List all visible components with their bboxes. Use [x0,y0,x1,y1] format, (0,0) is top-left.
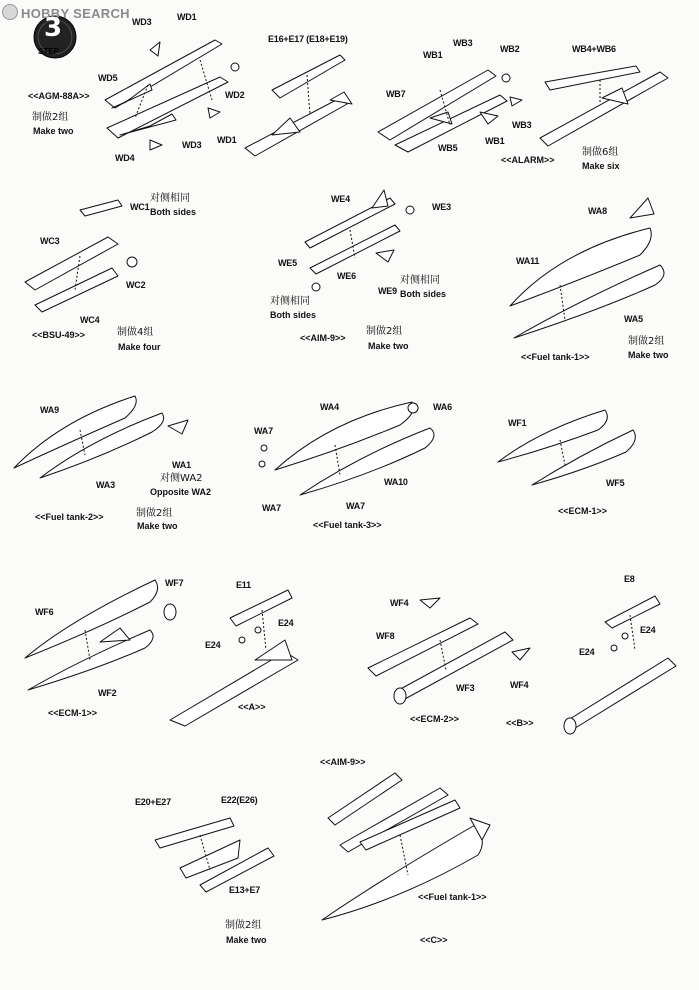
aim9-both-en: Both sides [400,289,447,299]
ecm2-drawing [368,598,530,704]
alarm-drawing [378,66,668,152]
aim9-mid-drawing [305,190,414,291]
c-caption: <<C>> [420,935,448,945]
part-label: WA3 [96,480,115,490]
part-label: WF5 [606,478,625,488]
alarm-caption: <<ALARM>> [501,155,555,165]
agm88-drawing [105,40,239,150]
part-label: WE9 [378,286,397,296]
part-label: WC3 [40,236,60,246]
a-caption: <<A>> [238,702,266,712]
part-label: WA9 [40,405,59,415]
ecm2-caption: <<ECM-2>> [410,714,460,724]
fuel2-zh: 制做2组 [136,508,173,519]
fuel1-caption: <<Fuel tank-1>> [521,352,590,362]
part-label: E8 [624,574,635,584]
part-label: WA10 [384,477,408,487]
part-label: WD1 [177,12,197,22]
part-label: WE3 [432,202,451,212]
ecm1-bottom-caption: <<ECM-1>> [48,708,98,718]
fuel2-en: Make two [137,521,178,531]
agm88-en: Make two [33,126,74,136]
part-label: WF1 [508,418,527,428]
step-number: 3 [44,13,63,43]
alarm-zh: 制做6组 [582,147,619,158]
part-label: WD3 [132,17,152,27]
part-label: WE4 [331,194,350,204]
aim9-both2-zh: 对侧相同 [270,296,310,307]
part-label: WC2 [126,280,146,290]
part-label: WB2 [500,44,520,54]
fuel2-caption: <<Fuel tank-2>> [35,512,104,522]
c-aim9-label: <<AIM-9>> [320,757,366,767]
part-label: WB1 [485,136,505,146]
bsu49-zh: 制做4组 [117,327,154,338]
fuel3-caption: <<Fuel tank-3>> [313,520,382,530]
part-label: E20+E27 [135,797,171,807]
aim9-top-drawing [245,55,352,156]
b-assy-drawing [564,596,676,734]
part-label: E11 [236,580,251,590]
part-label: WA11 [516,256,540,266]
bsu49-caption: <<BSU-49>> [32,330,86,340]
pylon-zh: 制做2组 [225,920,262,931]
alarm-en: Make six [582,161,620,171]
part-label: WF2 [98,688,117,698]
part-label: WD3 [182,140,202,150]
part-label: WB3 [453,38,473,48]
part-label: WD4 [115,153,135,163]
part-label: WA4 [320,402,339,412]
part-label: WB5 [438,143,458,153]
part-label: WA7 [254,426,273,436]
fuel1-en: Make two [628,350,669,360]
part-label: E16+E17 (E18+E19) [268,34,348,44]
pylon-en: Make two [226,935,267,945]
part-label: E22(E26) [221,795,258,805]
part-label: WB3 [512,120,532,130]
bsu49-both-zh: 对侧相同 [150,193,190,204]
part-label: E13+E7 [229,885,261,895]
part-label: WD2 [225,90,245,100]
part-label: E24 [205,640,221,650]
part-label: WB7 [386,89,406,99]
c-fuel-label: <<Fuel tank-1>> [418,892,487,902]
bsu49-both-en: Both sides [150,207,197,217]
part-label: E24 [640,625,656,635]
part-label: E24 [579,647,595,657]
part-label: WA7 [346,501,365,511]
part-label: WF3 [456,683,475,693]
part-label: WA7 [262,503,281,513]
aim9-both2-en: Both sides [270,310,317,320]
agm88-zh: 制做2组 [32,112,69,123]
part-label: WE6 [337,271,356,281]
a-assy-drawing [170,590,298,726]
part-label: WF4 [390,598,409,608]
pylon-drawing [155,818,274,892]
part-label: WA5 [624,314,643,324]
part-label: WF7 [165,578,184,588]
watermark-text: HOBBY SEARCH [21,6,130,21]
part-label: WC1 [130,202,150,212]
part-label: WE5 [278,258,297,268]
part-label: WF8 [376,631,395,641]
fuel2-opp-zh: 对侧WA2 [160,473,203,484]
part-label: E24 [278,618,294,628]
part-label: WA1 [172,460,191,470]
step-word: STEP [38,47,59,56]
fuel1-zh: 制做2组 [628,336,665,347]
bsu49-en: Make four [118,342,161,352]
aim9-mid-en: Make two [368,341,409,351]
ecm1-top-caption: <<ECM-1>> [558,506,608,516]
b-caption: <<B>> [506,718,534,728]
hobby-search-watermark [2,4,130,21]
aim9-both-zh: 对侧相同 [400,275,440,286]
aim9-mid-zh: 制做2组 [366,326,403,337]
part-label: WF6 [35,607,54,617]
part-label: WD1 [217,135,237,145]
part-label: WD5 [98,73,118,83]
part-label: WC4 [80,315,100,325]
aim9-mid-caption: <<AIM-9>> [300,333,346,343]
fuel2-opp-en: Opposite WA2 [150,487,212,497]
ecm1-bottom-drawing [25,580,176,690]
bsu49-drawing [25,200,137,312]
part-label: WB4+WB6 [572,44,616,54]
part-label: WA6 [433,402,452,412]
part-label: WF4 [510,680,529,690]
part-label: WB1 [423,50,443,60]
part-label: WA8 [588,206,607,216]
watermark-logo-icon [2,4,18,20]
agm88-caption: <<AGM-88A>> [28,91,90,101]
